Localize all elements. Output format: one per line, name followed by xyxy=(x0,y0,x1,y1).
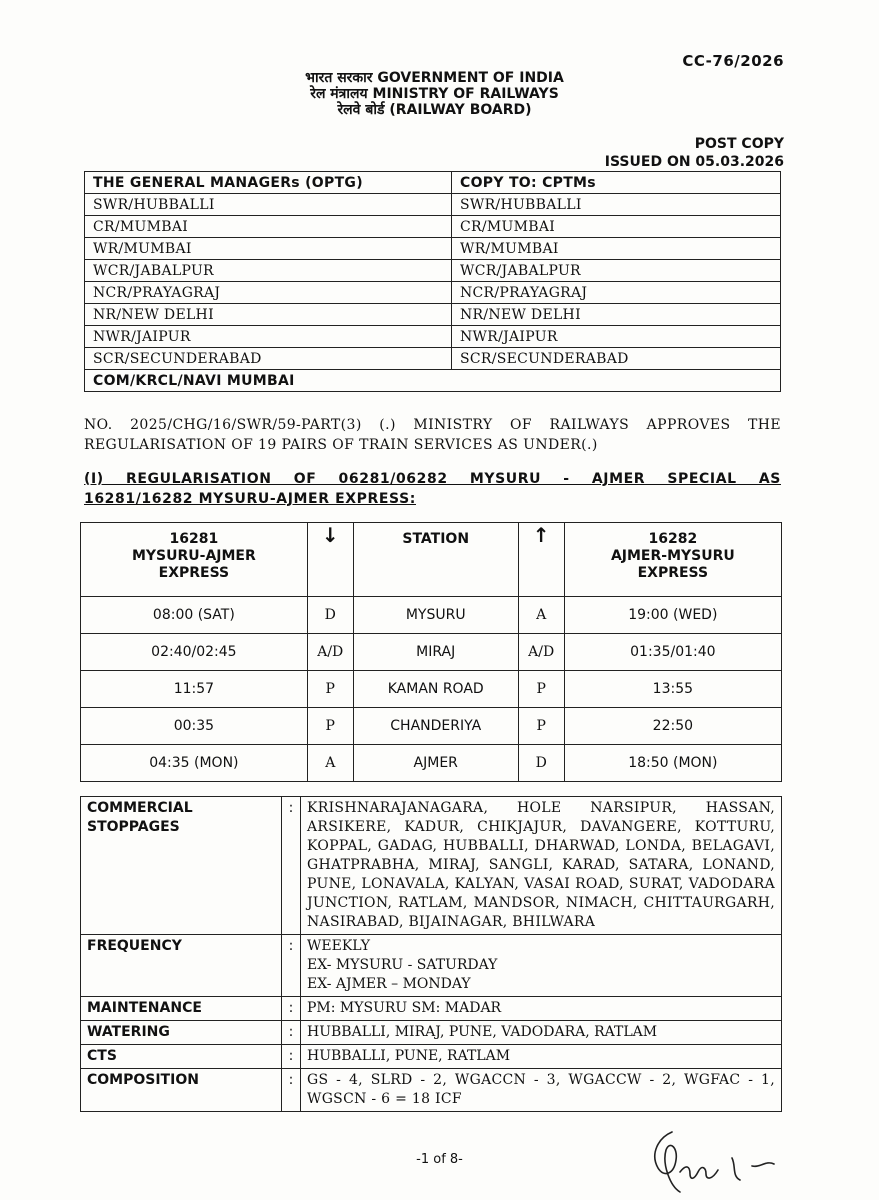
frequency-line: EX- MYSURU - SATURDAY xyxy=(307,957,498,973)
details-row-maintenance xyxy=(81,997,782,1021)
address-table xyxy=(84,171,781,392)
gm-address: CR/MUMBAI xyxy=(85,216,452,238)
colon: : xyxy=(282,1045,301,1069)
timetable xyxy=(80,522,782,782)
colon: : xyxy=(282,997,301,1021)
timetable-row xyxy=(81,671,782,708)
cptm-address: NCR/PRAYAGRAJ xyxy=(452,282,781,304)
down-time: 04:35 (MON) xyxy=(81,745,308,782)
section-heading xyxy=(84,469,781,509)
cptm-address: CR/MUMBAI xyxy=(452,216,781,238)
cptm-address: NR/NEW DELHI xyxy=(452,304,781,326)
approval-paragraph: NO. 2025/CHG/16/SWR/59-PART(3) (.) MINISTRY OF RAILWAYS APPROVES THE REGULARISATION OF 19 PAIRS OF TRAIN SERVICES AS UNDER(.) xyxy=(84,417,781,453)
commercial-stoppages-label: COMMERCIAL STOPPAGES xyxy=(81,797,282,935)
gm-address: NWR/JAIPUR xyxy=(85,326,452,348)
address-row xyxy=(85,326,781,348)
details-row-watering xyxy=(81,1021,782,1045)
watering-value: HUBBALLI, MIRAJ, PUNE, VADODARA, RATLAM xyxy=(301,1021,782,1045)
up-time: 22:50 xyxy=(564,708,781,745)
train-details-table xyxy=(80,796,782,1112)
down-time: 02:40/02:45 xyxy=(81,634,308,671)
gm-address: WR/MUMBAI xyxy=(85,238,452,260)
cts-value: HUBBALLI, PUNE, RATLAM xyxy=(301,1045,782,1069)
header-board: रेलवे बोर्ड (RAILWAY BOARD) xyxy=(337,102,532,118)
details-row-cts xyxy=(81,1045,782,1069)
up-train-heading xyxy=(564,523,781,597)
address-row xyxy=(85,260,781,282)
station-heading: STATION xyxy=(353,523,518,597)
station-name: KAMAN ROAD xyxy=(353,671,518,708)
maintenance-label: MAINTENANCE xyxy=(81,997,282,1021)
maintenance-value: PM: MYSURU SM: MADAR xyxy=(301,997,782,1021)
details-row-frequency xyxy=(81,935,782,997)
cptm-address: NWR/JAIPUR xyxy=(452,326,781,348)
address-row xyxy=(85,194,781,216)
cts-label: CTS xyxy=(81,1045,282,1069)
signature-icon xyxy=(640,1120,800,1200)
frequency-line: WEEKLY xyxy=(307,938,370,954)
circular-reference-number: CC-76/2026 xyxy=(682,52,784,70)
up-arrow-icon: ↑ xyxy=(518,523,564,597)
header-ministry: रेल मंत्रालय MINISTRY OF RAILWAYS xyxy=(310,86,559,102)
gm-address: NR/NEW DELHI xyxy=(85,304,452,326)
gm-address: NCR/PRAYAGRAJ xyxy=(85,282,452,304)
down-time: 00:35 xyxy=(81,708,308,745)
up-time: 01:35/01:40 xyxy=(564,634,781,671)
timetable-row xyxy=(81,634,782,671)
timetable-row xyxy=(81,745,782,782)
section-heading-line2: 16281/16282 MYSURU-AJMER EXPRESS: xyxy=(84,491,416,507)
up-code: A/D xyxy=(518,634,564,671)
watering-label: WATERING xyxy=(81,1021,282,1045)
composition-label: COMPOSITION xyxy=(81,1069,282,1112)
station-name: AJMER xyxy=(353,745,518,782)
up-code: D xyxy=(518,745,564,782)
down-code: P xyxy=(307,671,353,708)
frequency-label: FREQUENCY xyxy=(81,935,282,997)
station-name: MIRAJ xyxy=(353,634,518,671)
details-row-commercial xyxy=(81,797,782,935)
details-row-composition xyxy=(81,1069,782,1112)
gm-address: SWR/HUBBALLI xyxy=(85,194,452,216)
colon: : xyxy=(282,935,301,997)
timetable-row xyxy=(81,708,782,745)
cptm-address: SCR/SECUNDERABAD xyxy=(452,348,781,370)
down-train-number: 16281 xyxy=(169,531,219,547)
cptm-address: WR/MUMBAI xyxy=(452,238,781,260)
post-copy-block xyxy=(605,135,784,171)
address-row xyxy=(85,282,781,304)
page-number: -1 of 8- xyxy=(416,1152,463,1167)
down-train-name: MYSURU-AJMER EXPRESS xyxy=(131,548,256,581)
header-government: भारत सरकार GOVERNMENT OF INDIA xyxy=(305,70,564,86)
address-row xyxy=(85,304,781,326)
down-train-heading xyxy=(81,523,308,597)
cptm-address: WCR/JABALPUR xyxy=(452,260,781,282)
gm-address: WCR/JABALPUR xyxy=(85,260,452,282)
down-code: A/D xyxy=(307,634,353,671)
up-code: P xyxy=(518,708,564,745)
section-heading-line1: (I) REGULARISATION OF 06281/06282 MYSURU - AJMER SPECIAL AS xyxy=(84,471,781,487)
up-train-name: AJMER-MYSURU EXPRESS xyxy=(610,548,735,581)
post-copy-label: POST COPY xyxy=(694,136,784,152)
down-code: A xyxy=(307,745,353,782)
commercial-stoppages-value: KRISHNARAJANAGARA, HOLE NARSIPUR, HASSAN, ARSIKERE, KADUR, CHIKJAJUR, DAVANGERE, KOTTURU, KOPPAL, GADAG, HUBBALLI, DHARWAD, LONDA, BELAGAVI, GHATPRABHA, MIRAJ, SANGLI, KARAD, SATARA, LONAND, PUNE, LONAVALA, KALYAN, VASAI ROAD, SURAT, VADODARA JUNCTION, RATLAM, MANDSOR, NIMACH, CHITTAURGARH, NASIRABAD, BIJAINAGAR, BHILWARA xyxy=(301,797,782,935)
gm-address: SCR/SECUNDERABAD xyxy=(85,348,452,370)
timetable-header-row xyxy=(81,523,782,597)
frequency-value xyxy=(301,935,782,997)
document-header xyxy=(0,70,879,118)
colon: : xyxy=(282,797,301,935)
station-name: MYSURU xyxy=(353,597,518,634)
down-arrow-icon: ↓ xyxy=(307,523,353,597)
down-code: D xyxy=(307,597,353,634)
address-row xyxy=(85,238,781,260)
cptm-address: SWR/HUBBALLI xyxy=(452,194,781,216)
colon: : xyxy=(282,1069,301,1112)
frequency-line: EX- AJMER – MONDAY xyxy=(307,976,471,992)
konkan-railway-address: COM/KRCL/NAVI MUMBAI xyxy=(85,370,781,392)
up-time: 18:50 (MON) xyxy=(564,745,781,782)
address-last-row xyxy=(85,370,781,392)
down-code: P xyxy=(307,708,353,745)
general-managers-heading: THE GENERAL MANAGERs (OPTG) xyxy=(85,172,452,194)
address-row xyxy=(85,348,781,370)
issued-date: ISSUED ON 05.03.2026 xyxy=(604,154,784,170)
up-train-number: 16282 xyxy=(648,531,698,547)
address-row xyxy=(85,216,781,238)
station-name: CHANDERIYA xyxy=(353,708,518,745)
up-code: A xyxy=(518,597,564,634)
address-header-row xyxy=(85,172,781,194)
timetable-row xyxy=(81,597,782,634)
copy-to-heading: COPY TO: CPTMs xyxy=(452,172,781,194)
composition-value: GS - 4, SLRD - 2, WGACCN - 3, WGACCW - 2, WGFAC - 1, WGSCN - 6 = 18 ICF xyxy=(301,1069,782,1112)
up-code: P xyxy=(518,671,564,708)
down-time: 11:57 xyxy=(81,671,308,708)
down-time: 08:00 (SAT) xyxy=(81,597,308,634)
colon: : xyxy=(282,1021,301,1045)
up-time: 19:00 (WED) xyxy=(564,597,781,634)
up-time: 13:55 xyxy=(564,671,781,708)
